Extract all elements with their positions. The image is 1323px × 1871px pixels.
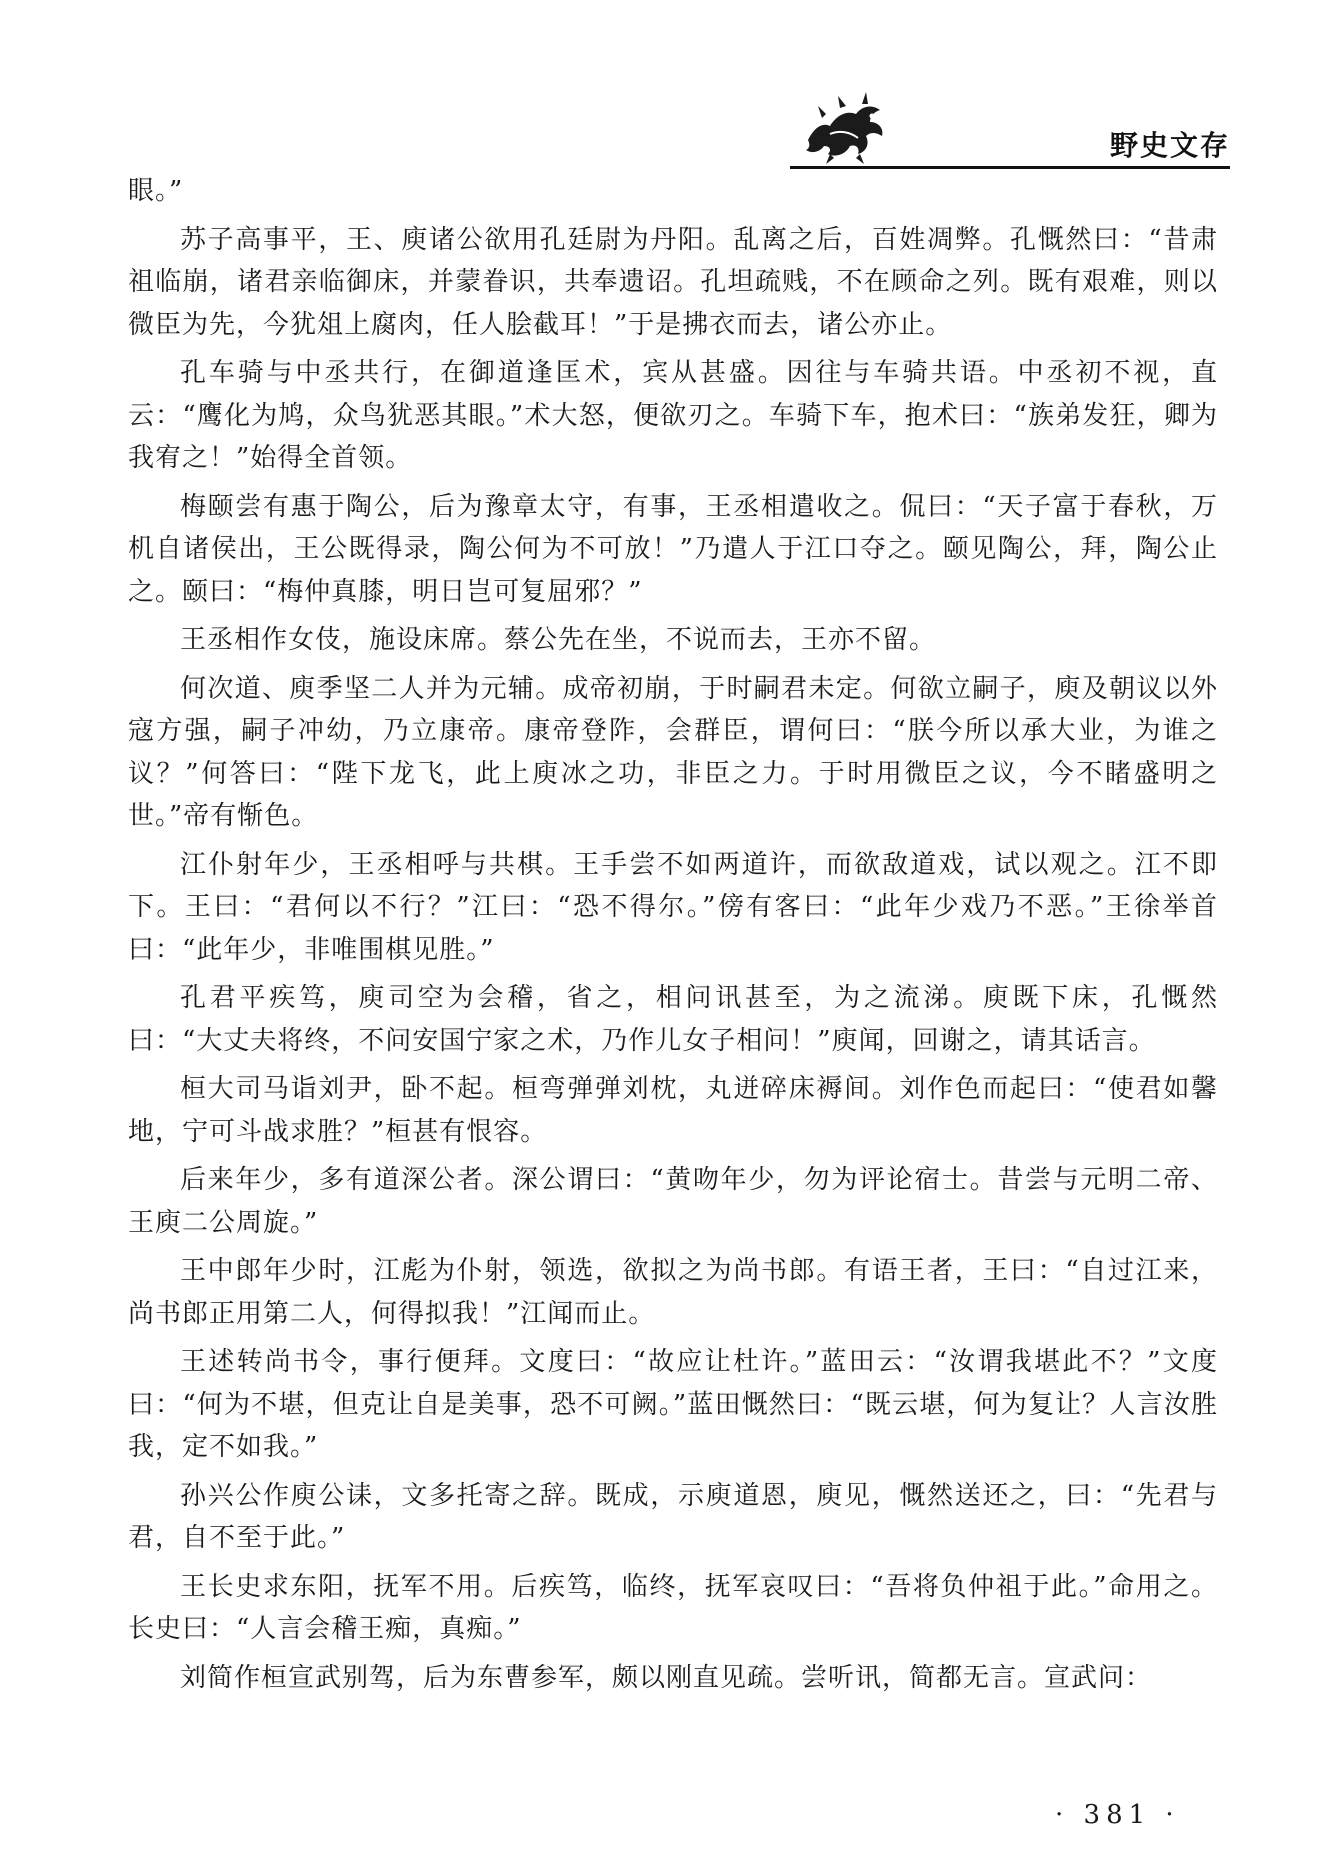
paragraph: 王丞相作女伎，施设床席。蔡公先在坐，不说而去，王亦不留。 [180,625,937,655]
paragraph: 江仆射年少，王丞相呼与共棋。王手尝不如两道许，而欲敌道戏，试以观之。江不即下。王曰：“君何以不行？”江曰：“恐不得尔。”傍有客曰：“此年少戏乃不恶。”王徐举首曰：“此年少，非唯围棋见胜。” [128,849,1218,965]
paragraph: 后来年少，多有道深公者。深公谓曰：“黄吻年少，勿为评论宿士。昔尝与元明二帝、王庾二公周旋。” [128,1165,1218,1238]
header-title: 野史文存 [1109,129,1230,162]
paragraph: 王述转尚书令，事行便拜。文度曰：“故应让杜许。”蓝田云：“汝谓我堪此不？”文度曰：“何为不堪，但克让自是美事，恐不可阙。”蓝田慨然曰：“既云堪，何为复让？人言汝胜我，定不如我。” [128,1347,1218,1462]
paragraph: 孙兴公作庾公诔，文多托寄之辞。既成，示庾道恩，庾见，慨然送还之，曰：“先君与君，自不至于此。” [128,1480,1218,1553]
paragraph: 王中郎年少时，江彪为仆射，领选，欲拟之为尚书郎。有语王者，王曰：“自过江来，尚书郎正用第二人，何得拟我！”江闻而止。 [128,1256,1218,1329]
paragraph: 桓大司马诣刘尹，卧不起。桓弯弹弹刘枕，丸迸碎床褥间。刘作色而起曰：“使君如馨地，宁可斗战求胜？”桓甚有恨容。 [128,1074,1218,1147]
paragraph: 孔君平疾笃，庾司空为会稽，省之，相问讯甚至，为之流涕。庾既下床，孔慨然曰：“大丈夫将终，不问安国宁家之术，乃作儿女子相问！”庾闻，回谢之，请其话言。 [128,983,1218,1056]
paragraph: 王长史求东阳，抚军不用。后疾笃，临终，抚军哀叹曰：“吾将负仲祖于此。”命用之。长史曰：“人言会稽王痴，真痴。” [128,1571,1218,1644]
text-body [128,170,1218,1705]
paragraph: 眼。” [128,176,184,206]
paragraph: 梅颐尝有惠于陶公，后为豫章太守，有事，王丞相遣收之。侃曰：“天子富于春秋，万机自诸侯出，王公既得录，陶公何为不可放！”乃遣人于江口夺之。颐见陶公，拜，陶公止之。颐曰：“梅仲真膝，明日岂可复屈邪？” [128,491,1218,607]
paragraph: 孔车骑与中丞共行，在御道逢匡术，宾从甚盛。因往与车骑共语。中丞初不视，直云：“鹰化为鸠，众鸟犹恶其眼。”术大怒，便欲刃之。车骑下车，抱术曰：“族弟发狂，卿为我宥之！”始得全首领。 [128,358,1218,473]
dragon-emblem-icon [800,88,890,168]
paragraph: 苏子高事平，王、庾诸公欲用孔廷尉为丹阳。乱离之后，百姓凋弊。孔慨然曰：“昔肃祖临崩，诸君亲临御床，并蒙眷识，共奉遗诏。孔坦疏贱，不在顾命之列。既有艰难，则以微臣为先，今犹俎上腐肉，任人脍截耳！”于是拂衣而去，诸公亦止。 [128,224,1218,340]
paragraph: 何次道、庾季坚二人并为元辅。成帝初崩，于时嗣君未定。何欲立嗣子，庾及朝议以外寇方强，嗣子冲幼，乃立康帝。康帝登阼，会群臣，谓何曰：“朕今所以承大业，为谁之议？”何答曰：“陛下龙飞，此上庾冰之功，非臣之力。于时用微臣之议，今不睹盛明之世。”帝有惭色。 [128,673,1218,831]
running-header [790,88,1230,178]
paragraph: 刘简作桓宣武别驾，后为东曹参军，颇以刚直见疏。尝听讯，简都无言。宣武问： [180,1662,1153,1693]
page-number: · 381 · [1055,1800,1180,1830]
header-rule [790,166,1230,169]
